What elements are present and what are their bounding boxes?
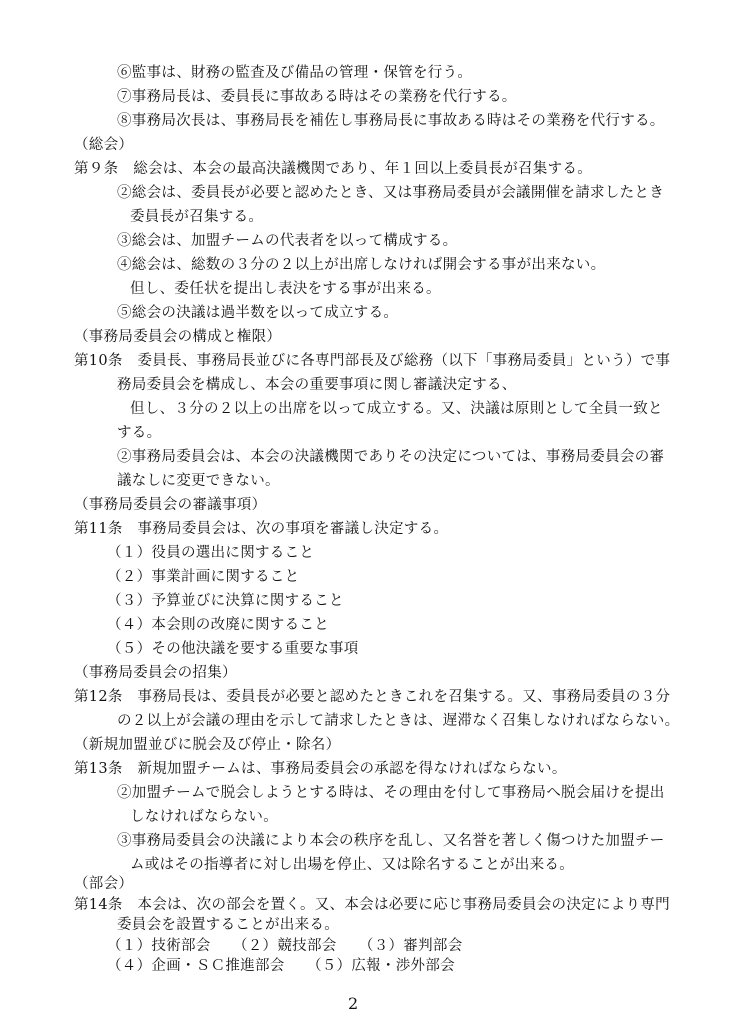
article-13-clause-2: ②加盟チームで脱会しようとする時は、その理由を付して事務局へ脱会届けを提出 [117,785,665,801]
article-8-clause-8: ⑧事務局次長は、事務局長を補佐し事務局長に事故ある時はその業務を代行する。 [117,113,665,129]
article-8-clause-7: ⑦事務局長は、委員長に事故ある時はその業務を代行する。 [117,89,517,105]
article-11-item-1: （１）役員の選出に関すること [107,545,315,561]
article-8-clause-6: ⑥監事は、財務の監査及び備品の管理・保管を行う。 [117,65,473,81]
article-9-clause-3: ③総会は、加盟チームの代表者を以って構成する。 [117,233,458,249]
section-heading-general-meeting: （総会） [74,137,134,153]
article-12: 第12条 事務局長は、委員長が必要と認めたときこれを召集する。又、事務局委員の３分 [74,689,671,705]
article-11-item-5: （５）その他決議を要する重要な事項 [107,641,359,657]
article-10: 第10条 委員長、事務局長並びに各専門部長及び総務（以下「事務局委員」という）で事 [74,353,671,369]
article-9-clause-4: ④総会は、総数の３分の２以上が出席しなければ開会する事が出来ない。 [117,257,606,273]
article-11-item-4: （４）本会則の改廃に関すること [107,617,329,633]
article-9: 第９条 総会は、本会の最高決議機関であり、年１回以上委員長が召集する。 [74,161,592,177]
section-heading-committee-composition: （事務局委員会の構成と権限） [74,329,282,345]
section-heading-membership: （新規加盟並びに脱会及び停止・除名） [74,737,341,753]
article-11: 第11条 事務局委員会は、次の事項を審議し決定する。 [74,521,449,537]
article-9-clause-2-cont: 委員長が召集する。 [130,209,264,225]
article-12-cont: の２以上が会議の理由を示して請求したときは、遅滞なく召集しなければならない。 [117,713,680,729]
section-heading-committee-convening: （事務局委員会の招集） [74,665,237,681]
article-13-clause-3: ③事務局委員会の決議により本会の秩序を乱し、又名誉を著しく傷つけた加盟チー [117,833,665,849]
section-heading-subcommittees: （部会） [74,876,134,892]
article-10-clause-2: ②事務局委員会は、本会の決議機関でありその決定については、事務局委員会の審 [117,449,665,465]
article-13-clause-3-cont: ム或はその指導者に対し出場を停止、又は除名することが出来る。 [130,857,574,873]
article-10-clause-2-cont: 議なしに変更できない。 [117,473,280,489]
article-13: 第13条 新規加盟チームは、事務局委員会の承認を得なければならない。 [74,761,567,777]
subcommittee-list-row-2: （４）企画・ＳＣ推進部会 （５）広報・渉外部会 [107,958,455,974]
article-14-cont: 委員会を設置することが出来る。 [117,917,339,933]
article-14: 第14条 本会は、次の部会を置く。又、本会は必要に応じ事務局委員会の決定により専門 [74,897,670,913]
article-9-clause-4-cont: 但し、委任状を提出し表決をする事が出来る。 [130,281,441,297]
article-10-proviso-cont: する。 [117,425,162,441]
article-9-clause-2: ②総会は、委員長が必要と認めたとき、又は事務局委員が会議開催を請求したとき [117,185,665,201]
article-11-item-3: （３）予算並びに決算に関すること [107,593,344,609]
section-heading-committee-matters: （事務局委員会の審議事項） [74,497,267,513]
article-11-item-2: （２）事業計画に関すること [107,569,300,585]
subcommittee-list-row-1: （１）技術部会 （２）競技部会 （３）審判部会 [107,938,463,954]
page-number: 2 [348,994,359,1013]
article-9-clause-5: ⑤総会の決議は過半数を以って成立する。 [117,305,399,321]
article-10-cont: 務局委員会を構成し、本会の重要事項に関し審議決定する、 [117,377,517,393]
article-10-proviso: 但し、３分の２以上の出席を以って成立する。又、決議は原則として全員一致と [130,401,663,417]
article-13-clause-2-cont: しなければならない。 [130,809,278,825]
